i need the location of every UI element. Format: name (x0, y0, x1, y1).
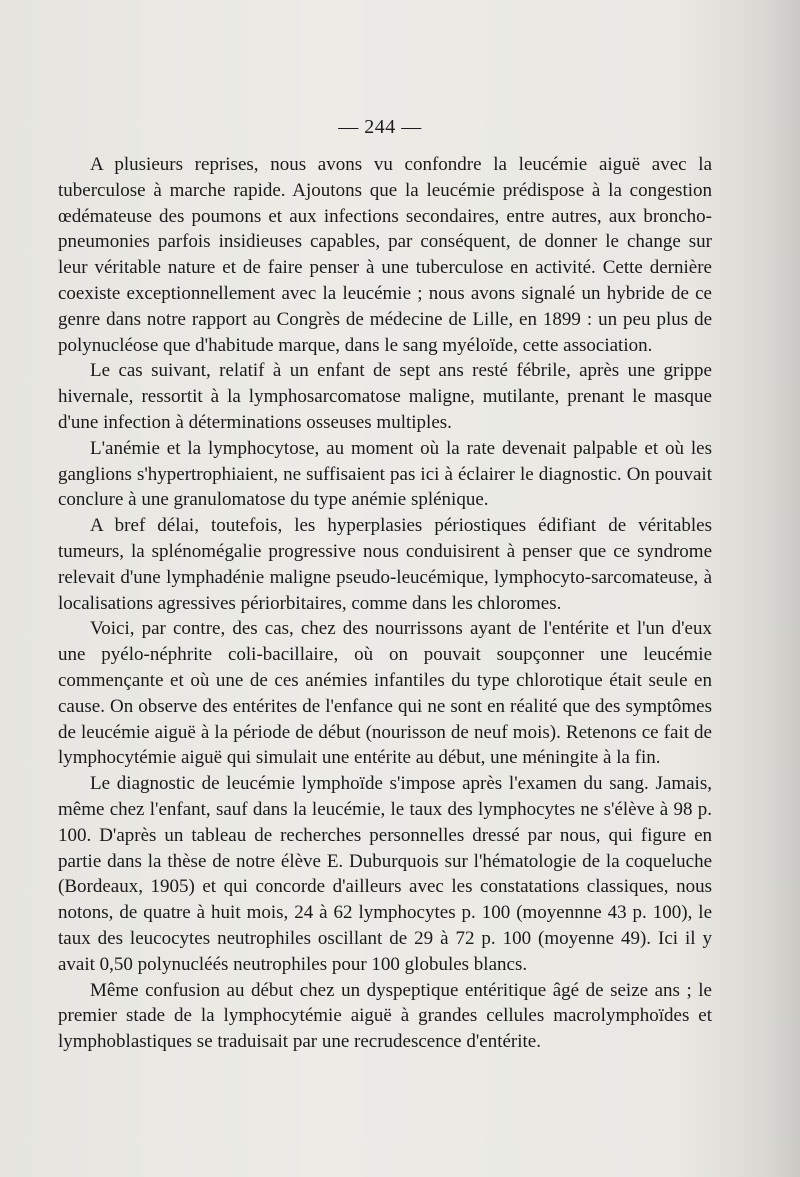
paragraph: L'anémie et la lymphocytose, au moment où la rate devenait palpable et où les ganglions s'hypertrophiaient, ne suffisaient pas ici à éclairer le diagnostic. On pouvait conclure à une granulomatose du type anémie splénique. (58, 437, 712, 511)
paragraph: Le diagnostic de leucémie lymphoïde s'impose après l'examen du sang. Jamais, même chez l'enfant, sauf dans la leucémie, le taux des lymphocytes ne s'élève à 98 p. 100. D'après un tableau de recherches personnelles dressé par nous, qui figure en partie dans la thèse de notre élève E. Duburquois sur l'hématologie de la coqueluche (Bordeaux, 1905) et qui concorde d'ailleurs avec les constatations classiques, nous notons, de quatre à huit mois, 24 à 62 lymphocytes p. 100 (moyennne 43 p. 100), le taux des leucocytes neutrophiles oscillant de 29 à 72 p. 100 (moyenne 49). Ici il y avait 0,50 polynucléés neutrophiles pour 100 globules blancs. (58, 773, 712, 975)
page-number: — 244 — (338, 116, 422, 138)
body-text (58, 152, 712, 1055)
paragraph: Voici, par contre, des cas, chez des nourrissons ayant de l'entérite et l'un d'eux une pyélo-néphrite coli-bacillaire, où on pouvait soupçonner une leucémie commençante et où une de ces anémies infantiles du type chlorotique était seule en cause. On observe des entérites de l'enfance qui ne sont en réalité que des symptômes de leucémie aiguë à la période de début (nourisson de neuf mois). Retenons ce fait de lymphocytémie aiguë qui simulait une entérite au début, une méningite à la fin. (58, 618, 712, 769)
paragraph: A bref délai, toutefois, les hyperplasies périostiques édifiant de véritables tumeurs, la splénomégalie progressive nous conduisirent à penser que ce syndrome relevait d'une lymphadénie maligne pseudo-leucémique, lymphocyto-sarcomateuse, à localisations agressives périorbitaires, comme dans les chloromes. (58, 515, 712, 614)
paragraph: Même confusion au début chez un dyspeptique entéritique âgé de seize ans ; le premier stade de la lymphocytémie aiguë à grandes cellules macrolymphoïdes et lymphoblastiques se traduisait par une recrudescence d'entérite. (58, 979, 712, 1053)
paragraph: Le cas suivant, relatif à un enfant de sept ans resté fébrile, après une grippe hivernale, ressortit à la lymphosarcomatose maligne, mutilante, prenant le masque d'une infection à déterminations osseuses multiples. (58, 360, 712, 433)
paragraph: A plusieurs reprises, nous avons vu confondre la leucémie aiguë avec la tuberculose à marche rapide. Ajoutons que la leucémie prédispose à la congestion œdémateuse des poumons et aux infections secondaires, entre autres, aux broncho-pneumonies parfois insidieuses capables, par conséquent, de donner le change sur leur véritable nature et de faire penser à une tuberculose en activité. Cette dernière coexiste exceptionnellement avec la leucémie ; nous avons signalé un hybride de ce genre dans notre rapport au Congrès de médecine de Lille, en 1899 : un peu plus de polynucléose que d'habitude marque, dans le sang myéloïde, cette association. (58, 154, 712, 356)
